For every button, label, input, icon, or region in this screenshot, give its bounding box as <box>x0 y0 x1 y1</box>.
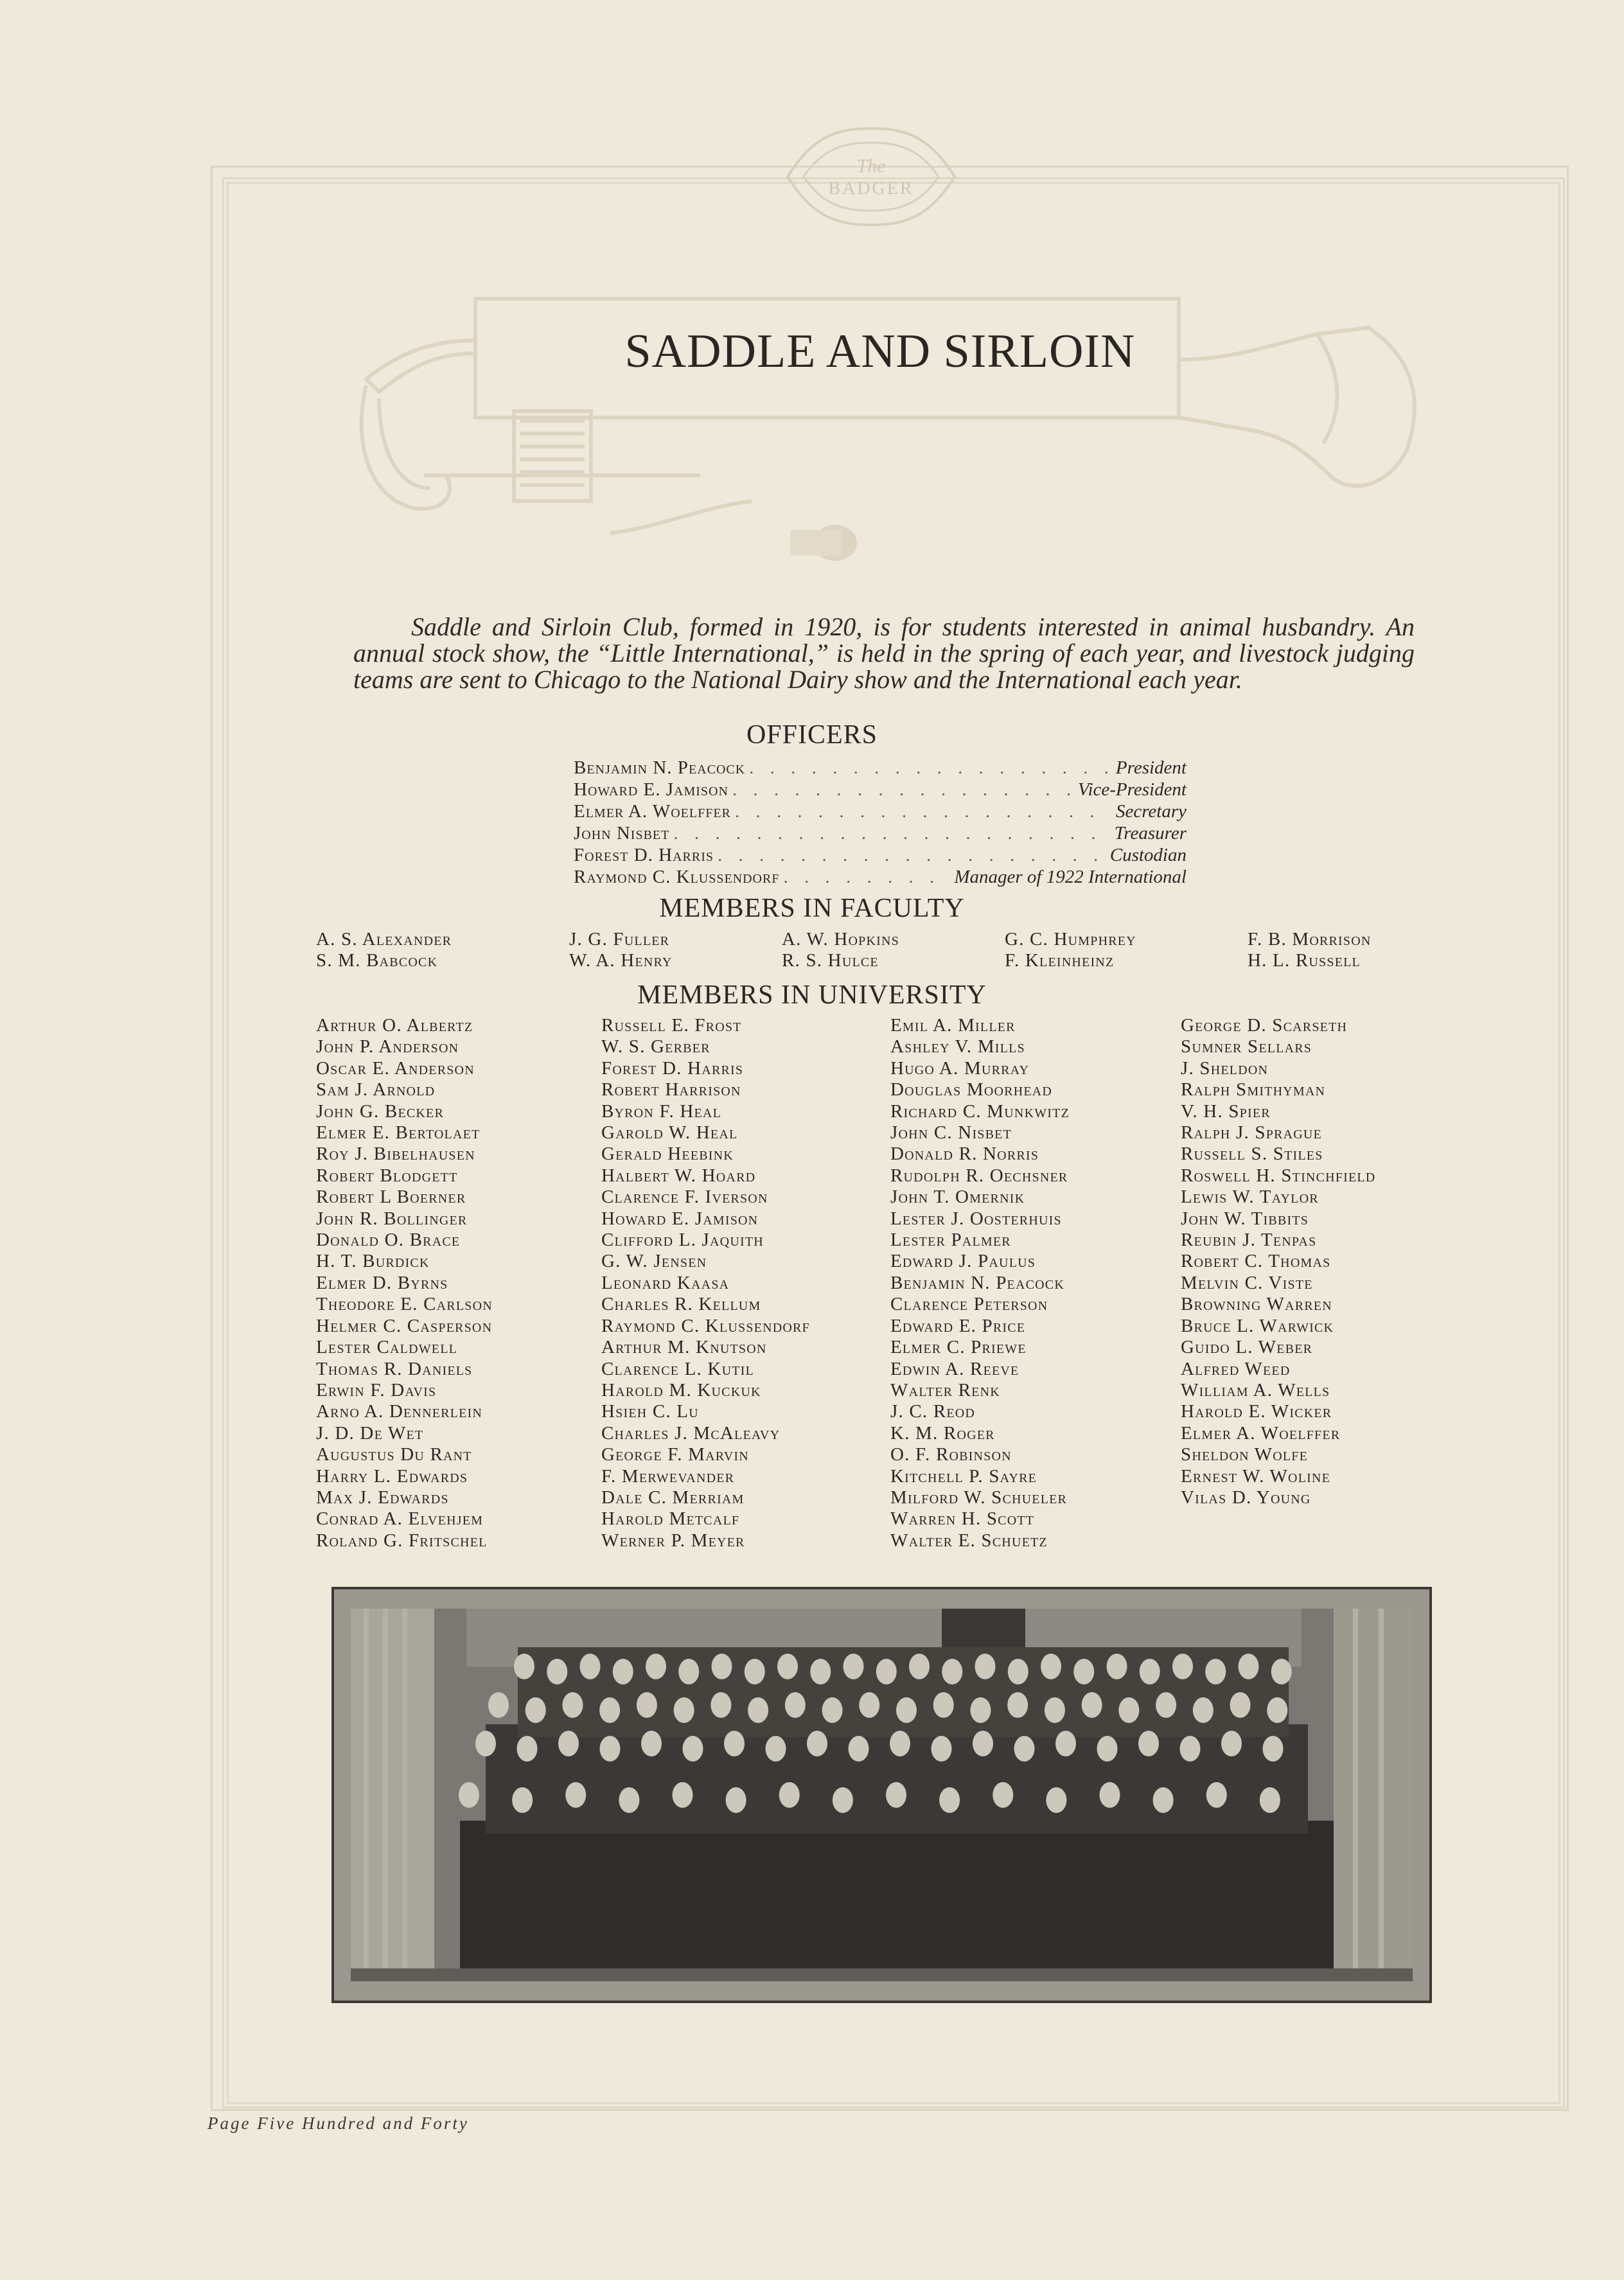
member-name: Lester Caldwell <box>316 1337 458 1358</box>
faculty-column-3 <box>782 929 899 972</box>
member-name: Harry L. Edwards <box>316 1465 468 1487</box>
photo-face <box>613 1659 633 1684</box>
photo-face <box>1045 1697 1065 1723</box>
member-name: W. S. Gerber <box>601 1036 710 1057</box>
member-name: Forest D. Harris <box>601 1057 744 1079</box>
member-name: Theodore E. Carlson <box>316 1294 493 1315</box>
photo-face <box>1153 1787 1174 1813</box>
group-photo <box>351 1609 1413 1981</box>
photo-face <box>993 1782 1013 1808</box>
member-name: Werner P. Meyer <box>601 1530 745 1551</box>
leader-dots <box>718 844 1106 866</box>
officer-row <box>574 779 1187 800</box>
member-name: W. A. Henry <box>569 950 673 971</box>
member-name: G. C. Humphrey <box>1005 929 1136 950</box>
faculty-column-2 <box>569 929 673 972</box>
page-footer: Page Five Hundred and Forty <box>207 2114 469 2133</box>
member-name: Guido L. Weber <box>1181 1337 1313 1358</box>
photo-face <box>1055 1731 1076 1756</box>
photo-face <box>619 1787 639 1813</box>
member-name: Dale C. Merriam <box>601 1487 745 1508</box>
photo-face <box>1118 1697 1139 1723</box>
member-name: Howard E. Jamison <box>601 1208 759 1229</box>
photo-face <box>525 1697 546 1723</box>
member-name: Max J. Edwards <box>316 1487 449 1508</box>
photo-face <box>1007 1692 1028 1718</box>
faculty-column-1 <box>316 929 452 972</box>
photo-face <box>1267 1697 1287 1723</box>
intro-paragraph <box>353 614 1415 693</box>
university-column-2 <box>601 1015 810 1551</box>
member-name: F. Merwevander <box>601 1465 735 1487</box>
member-name: Edward E. Price <box>890 1315 1026 1336</box>
faculty-heading: MEMBERS IN FACULTY <box>659 894 965 923</box>
member-name: Thomas R. Daniels <box>316 1358 473 1379</box>
photo-face <box>876 1659 897 1684</box>
member-name: Clarence F. Iverson <box>601 1187 768 1208</box>
officer-name: John Nisbet <box>574 823 670 844</box>
university-column-1 <box>316 1015 493 1551</box>
member-name: Charles J. McAleavy <box>601 1422 781 1444</box>
member-name: Lewis W. Taylor <box>1181 1187 1319 1208</box>
photo-face <box>1140 1659 1160 1684</box>
photo-face <box>1239 1654 1259 1679</box>
photo-face <box>822 1697 843 1723</box>
faculty-column-5 <box>1248 929 1372 972</box>
member-name: Robert L Boerner <box>316 1187 466 1208</box>
member-name: Rudolph R. Oechsner <box>890 1165 1068 1186</box>
member-name: Robert C. Thomas <box>1181 1251 1331 1272</box>
member-name: J. C. Reod <box>890 1401 976 1422</box>
member-name: Alfred Weed <box>1181 1358 1291 1379</box>
photo-face <box>1221 1731 1242 1756</box>
photo-face <box>1271 1659 1292 1684</box>
member-name: Bruce L. Warwick <box>1181 1315 1334 1336</box>
member-name: John G. Becker <box>316 1100 445 1122</box>
member-name: Roland G. Fritschel <box>316 1530 488 1551</box>
member-name: Russell S. Stiles <box>1181 1144 1323 1165</box>
member-name: Gerald Heebink <box>601 1144 734 1165</box>
member-name: O. F. Robinson <box>890 1444 1012 1465</box>
crest-line2: BADGER <box>828 179 914 199</box>
member-name: George D. Scarseth <box>1181 1015 1348 1036</box>
photo-face <box>517 1736 538 1762</box>
member-name: Donald O. Brace <box>316 1230 461 1251</box>
member-name: Milford W. Schueler <box>890 1487 1068 1508</box>
photo-face <box>1260 1787 1280 1813</box>
photo-face <box>890 1731 910 1756</box>
member-name: Elmer E. Bertolaet <box>316 1122 481 1144</box>
photo-face <box>849 1736 869 1762</box>
member-name: Oscar E. Anderson <box>316 1057 475 1079</box>
photo-face <box>843 1654 864 1679</box>
officer-name: Raymond C. Klussendorf <box>574 867 780 887</box>
officer-role: Treasurer <box>1114 823 1187 844</box>
member-name: Browning Warren <box>1181 1294 1332 1315</box>
photo-face <box>942 1659 962 1684</box>
officer-name: Elmer A. Woelffer <box>574 801 731 822</box>
page-title: SADDLE AND SIRLOIN <box>624 325 1136 378</box>
photo-face <box>810 1659 831 1684</box>
leader-dots <box>732 779 1074 800</box>
photo-face <box>678 1659 699 1684</box>
member-name: K. M. Roger <box>890 1422 995 1444</box>
photo-face <box>745 1659 765 1684</box>
member-name: William A. Wells <box>1181 1379 1330 1401</box>
member-name: Erwin F. Davis <box>316 1379 437 1401</box>
member-name: Ralph Smithyman <box>1181 1079 1326 1100</box>
member-name: John R. Bollinger <box>316 1208 468 1229</box>
photo-face <box>600 1736 621 1762</box>
photo-face <box>712 1654 732 1679</box>
photo-face <box>779 1782 800 1808</box>
photo-face <box>646 1654 666 1679</box>
leader-dots <box>673 822 1110 844</box>
photo-face <box>1100 1782 1120 1808</box>
photo-face <box>512 1787 533 1813</box>
photo-face <box>766 1736 786 1762</box>
photo-face <box>724 1731 745 1756</box>
member-name: Clarence L. Kutil <box>601 1358 754 1379</box>
member-name: Robert Harrison <box>601 1079 741 1100</box>
university-column-4 <box>1181 1015 1375 1508</box>
member-name: John W. Tibbits <box>1181 1208 1309 1229</box>
photo-face <box>1073 1659 1094 1684</box>
photo-face <box>748 1697 768 1723</box>
member-name: Lester Palmer <box>890 1230 1011 1251</box>
photo-face <box>1138 1731 1159 1756</box>
photo-face <box>683 1736 703 1762</box>
group-photo-image <box>351 1609 1413 1981</box>
officer-name: Benjamin N. Peacock <box>574 757 746 778</box>
officer-role: Custodian <box>1109 845 1187 865</box>
photo-face <box>1180 1736 1201 1762</box>
photo-face <box>1193 1697 1214 1723</box>
member-name: G. W. Jensen <box>601 1251 707 1272</box>
member-name: Harold M. Kuckuk <box>601 1379 761 1401</box>
photo-face <box>1008 1659 1028 1684</box>
photo-face <box>1041 1654 1061 1679</box>
member-name: H. T. Burdick <box>316 1251 430 1272</box>
member-name: J. G. Fuller <box>569 929 670 950</box>
photo-face <box>807 1731 827 1756</box>
officer-name: Howard E. Jamison <box>574 779 728 800</box>
member-name: Sheldon Wolfe <box>1181 1444 1309 1465</box>
member-name: Elmer A. Woelffer <box>1181 1422 1341 1444</box>
member-name: Garold W. Heal <box>601 1122 738 1144</box>
photo-face <box>970 1697 991 1723</box>
member-name: V. H. Spier <box>1181 1100 1271 1122</box>
crest-line1: The <box>856 155 886 177</box>
member-name: Douglas Moorhead <box>890 1079 1053 1100</box>
photo-face <box>565 1782 586 1808</box>
member-name: Walter Renk <box>890 1379 1000 1401</box>
photo-face <box>488 1692 509 1718</box>
photo-face <box>909 1654 930 1679</box>
photo-face <box>599 1697 620 1723</box>
officer-row <box>574 800 1187 822</box>
member-name: F. Kleinheinz <box>1005 950 1115 971</box>
member-name: Sumner Sellars <box>1181 1036 1312 1057</box>
photo-face <box>859 1692 879 1718</box>
officer-role: Manager of 1922 International <box>954 867 1187 887</box>
member-name: Elmer D. Byrns <box>316 1272 448 1293</box>
officer-name: Forest D. Harris <box>574 845 714 865</box>
leader-dots <box>735 800 1112 822</box>
member-name: Roy J. Bibelhausen <box>316 1144 475 1165</box>
photo-face <box>777 1654 798 1679</box>
photo-face <box>1206 1782 1227 1808</box>
member-name: J. D. De Wet <box>316 1422 424 1444</box>
university-column-3 <box>890 1015 1070 1551</box>
officer-row <box>574 866 1187 888</box>
officers-heading: OFFICERS <box>746 720 878 750</box>
member-name: Vilas D. Young <box>1181 1487 1311 1508</box>
member-name: Ashley V. Mills <box>890 1036 1025 1057</box>
member-name: Reubin J. Tenpas <box>1181 1230 1317 1251</box>
member-name: F. B. Morrison <box>1248 929 1372 950</box>
photo-face <box>973 1731 993 1756</box>
member-name: Byron F. Heal <box>601 1100 721 1122</box>
photo-face <box>1082 1692 1102 1718</box>
photo-face <box>896 1697 917 1723</box>
member-name: George F. Marvin <box>601 1444 749 1465</box>
member-name: Kitchell P. Sayre <box>890 1465 1037 1487</box>
officer-row <box>574 822 1187 844</box>
member-name: Augustus Du Rant <box>316 1444 472 1465</box>
member-name: Halbert W. Hoard <box>601 1165 756 1186</box>
member-name: Russell E. Frost <box>601 1015 742 1036</box>
officers-list <box>574 757 1187 888</box>
member-name: Walter E. Schuetz <box>890 1530 1048 1551</box>
member-name: Elmer C. Priewe <box>890 1337 1027 1358</box>
member-name: A. W. Hopkins <box>782 929 899 950</box>
photo-face <box>641 1731 662 1756</box>
photo-face <box>558 1731 579 1756</box>
member-name: Edward J. Paulus <box>890 1251 1036 1272</box>
member-name: Sam J. Arnold <box>316 1079 436 1100</box>
photo-face <box>562 1692 583 1718</box>
member-name: Arthur M. Knutson <box>601 1337 767 1358</box>
photo-face <box>547 1659 567 1684</box>
member-name: Conrad A. Elvehjem <box>316 1508 484 1530</box>
photo-face <box>1097 1736 1118 1762</box>
photo-face <box>933 1692 954 1718</box>
photo-face <box>939 1787 960 1813</box>
member-name: Warren H. Scott <box>890 1508 1035 1530</box>
officer-row <box>574 844 1187 866</box>
photo-face <box>1156 1692 1176 1718</box>
member-name: Emil A. Miller <box>890 1015 1016 1036</box>
member-name: Harold Metcalf <box>601 1508 740 1530</box>
officer-role: Vice-President <box>1077 779 1187 800</box>
group-photo-frame <box>331 1587 1432 2003</box>
photo-face <box>1230 1692 1251 1718</box>
photo-face <box>674 1697 694 1723</box>
photo-face <box>1046 1787 1066 1813</box>
university-heading: MEMBERS IN UNIVERSITY <box>637 980 987 1010</box>
member-name: John P. Anderson <box>316 1036 459 1057</box>
member-name: Raymond C. Klussendorf <box>601 1315 810 1336</box>
photo-face <box>673 1782 693 1808</box>
faculty-column-4 <box>1005 929 1136 972</box>
member-name: H. L. Russell <box>1248 950 1361 971</box>
member-name: J. Sheldon <box>1181 1057 1269 1079</box>
officer-role: President <box>1115 757 1187 778</box>
photo-face <box>1014 1736 1035 1762</box>
photo-face <box>785 1692 806 1718</box>
member-name: Roswell H. Stinchfield <box>1181 1165 1376 1186</box>
member-name: Leonard Kaasa <box>601 1272 730 1293</box>
badger-crest-ornament <box>775 122 967 231</box>
member-name: Helmer C. Casperson <box>316 1315 493 1336</box>
member-name: S. M. Babcock <box>316 950 438 971</box>
member-name: Ernest W. Woline <box>1181 1465 1331 1487</box>
member-name: Benjamin N. Peacock <box>890 1272 1064 1293</box>
photo-face <box>1263 1736 1284 1762</box>
member-name: A. S. Alexander <box>316 929 452 950</box>
photo-face <box>1107 1654 1127 1679</box>
member-name: Donald R. Norris <box>890 1144 1039 1165</box>
officer-row <box>574 757 1187 779</box>
photo-face <box>637 1692 657 1718</box>
member-name: Robert Blodgett <box>316 1165 458 1186</box>
photo-face <box>886 1782 906 1808</box>
photo-face <box>475 1731 496 1756</box>
member-name: Harold E. Wicker <box>1181 1401 1332 1422</box>
member-name: Arno A. Dennerlein <box>316 1401 483 1422</box>
leader-dots <box>783 866 950 888</box>
member-name: Clifford L. Jaquith <box>601 1230 764 1251</box>
photo-face <box>580 1654 601 1679</box>
photo-face <box>1205 1659 1226 1684</box>
photo-face <box>726 1787 746 1813</box>
member-name: John C. Nisbet <box>890 1122 1012 1144</box>
photo-face <box>833 1787 853 1813</box>
leader-dots <box>749 757 1112 779</box>
intro-text: Saddle and Sirloin Club, formed in 1920, is for students interested in animal husbandry. An annual stock show, the “Little International,” is held in the spring of each year, and livestock judging teams are sent to Chicago to the National Dairy show and the International each year. <box>353 612 1415 694</box>
photo-face <box>931 1736 952 1762</box>
member-name: Charles R. Kellum <box>601 1294 761 1315</box>
officer-role: Secretary <box>1115 801 1187 822</box>
photo-face <box>514 1654 534 1679</box>
member-name: Richard C. Munkwitz <box>890 1100 1070 1122</box>
photo-face <box>1172 1654 1193 1679</box>
photo-face <box>710 1692 731 1718</box>
member-name: Hugo A. Murray <box>890 1057 1030 1079</box>
member-name: John T. Omernik <box>890 1187 1025 1208</box>
member-name: Melvin C. Viste <box>1181 1272 1313 1293</box>
member-name: Clarence Peterson <box>890 1294 1048 1315</box>
member-name: Lester J. Oosterhuis <box>890 1208 1062 1229</box>
member-name: Edwin A. Reeve <box>890 1358 1019 1379</box>
photo-face <box>459 1782 479 1808</box>
photo-face <box>975 1654 996 1679</box>
member-name: Hsieh C. Lu <box>601 1401 699 1422</box>
member-name: R. S. Hulce <box>782 950 879 971</box>
member-name: Ralph J. Sprague <box>1181 1122 1322 1144</box>
member-name: Arthur O. Albertz <box>316 1015 473 1036</box>
